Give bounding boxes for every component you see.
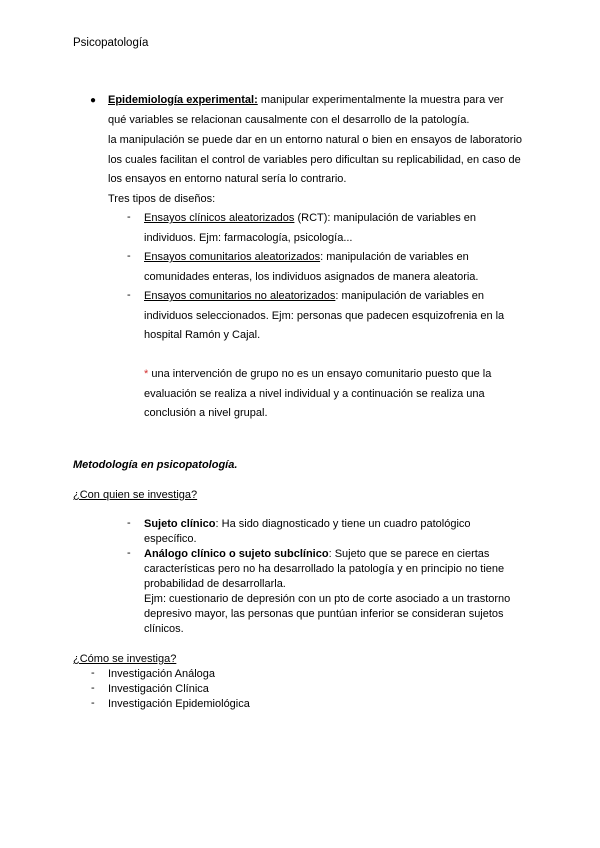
question-heading: ¿Cómo se investiga?: [73, 653, 177, 665]
list-item-line: individuos seleccionados. Ejm: personas que padecen esquizofrenia en la: [144, 310, 505, 322]
list-item-line: Ejm: cuestionario de depresión con un pto de corte asociado a un trastorno: [144, 593, 511, 605]
list-item-line: específico.: [144, 533, 197, 545]
term: Análogo clínico o sujeto subclínico: [144, 548, 329, 560]
list-item: [144, 547, 489, 561]
section-title: Metodología en psicopatología.: [73, 459, 238, 471]
list-item-line: características pero no ha desarrollado la patología y en principio no tiene: [144, 563, 505, 575]
paragraph-line: los cuales facilitan el control de variables pero dificultan su replicabilidad, en caso de: [108, 154, 521, 166]
list-dash: -: [127, 250, 131, 262]
list-item-line: hospital Ramón y Cajal.: [144, 329, 261, 341]
note-line: [144, 367, 491, 381]
page-header: Psicopatología: [73, 37, 149, 49]
list-item: Investigación Epidemiológica: [108, 698, 250, 710]
asterisk-icon: *: [144, 368, 149, 380]
paragraph-line: los ensayos en entorno natural sería lo contrario.: [108, 173, 347, 185]
list-dash: -: [127, 547, 131, 559]
list-item-line: depresivo mayor, las personas que puntúan inferior se consideran sujetos: [144, 608, 504, 620]
list-item-line: clínicos.: [144, 623, 184, 635]
paragraph-line: qué variables se relacionan causalmente con el desarrollo de la patología.: [108, 114, 470, 126]
note-line: evaluación se realiza a nivel individual y a continuación se realiza una: [144, 388, 485, 400]
list-item: [144, 517, 471, 531]
list-dash: -: [127, 289, 131, 301]
text: : manipulación de variables en: [320, 251, 469, 263]
list-dash: -: [127, 517, 131, 529]
term-epidemiologia-experimental: Epidemiología experimental:: [108, 94, 258, 106]
list-item-line: individuos. Ejm: farmacología, psicología...: [144, 232, 353, 244]
term: Ensayos comunitarios no aleatorizados: [144, 290, 336, 302]
paragraph-line: Tres tipos de diseños:: [108, 193, 216, 205]
text: manipular experimentalmente la muestra para ver: [257, 94, 504, 106]
list-dash: -: [91, 697, 95, 709]
list-item: Investigación Análoga: [108, 668, 216, 680]
paragraph-line: [108, 93, 504, 107]
bullet-icon: ●: [90, 95, 97, 106]
term: Ensayos comunitarios aleatorizados: [144, 251, 321, 263]
list-item: [144, 250, 469, 264]
text: : manipulación de variables en: [335, 290, 484, 302]
list-item: Investigación Clínica: [108, 683, 209, 695]
text: una intervención de grupo no es un ensayo comunitario puesto que la: [148, 368, 492, 380]
text: (RCT): manipulación de variables en: [294, 212, 477, 224]
list-dash: -: [91, 667, 95, 679]
paragraph-line: la manipulación se puede dar en un entorno natural o bien en ensayos de laboratorio: [108, 134, 523, 146]
list-item: [144, 289, 484, 303]
list-item-line: probabilidad de desarrollarla.: [144, 578, 286, 590]
question-heading: ¿Con quien se investiga?: [73, 489, 198, 501]
text: : Sujeto que se parece en ciertas: [328, 548, 490, 560]
text: : Ha sido diagnosticado y tiene un cuadro patológico: [215, 518, 471, 530]
list-dash: -: [91, 682, 95, 694]
list-dash: -: [127, 211, 131, 223]
list-item-line: comunidades enteras, los individuos asignados de manera aleatoria.: [144, 271, 479, 283]
list-item: [144, 211, 476, 225]
term: Ensayos clínicos aleatorizados: [144, 212, 295, 224]
term: Sujeto clínico: [144, 518, 216, 530]
note-line: conclusión a nivel grupal.: [144, 407, 268, 419]
